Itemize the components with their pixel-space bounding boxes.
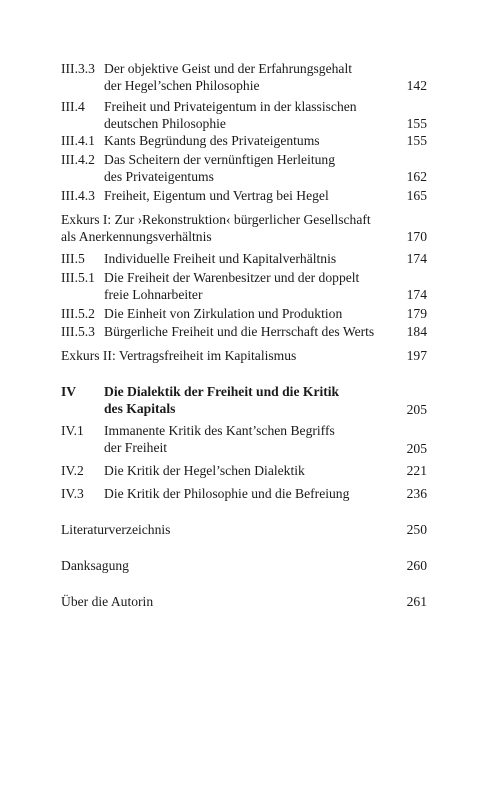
section-title: Bürgerliche Freiheit und die Herrschaft des Werts	[104, 324, 375, 339]
section-title: Die Kritik der Hegel’schen Dialektik	[104, 463, 305, 478]
section-title: Kants Begründung des Privateigentums	[104, 133, 320, 148]
section-number: III.5	[61, 251, 85, 266]
page-number: 162	[406, 169, 427, 184]
page-number: 165	[406, 188, 427, 203]
page-number: 170	[406, 229, 427, 244]
page-number: 250	[406, 522, 427, 537]
section-title: Die Kritik der Philosophie und die Befreiung	[104, 486, 350, 501]
section-number: IV.2	[61, 463, 84, 478]
section-number: III.5.1	[61, 270, 95, 285]
section-number: III.4.3	[61, 188, 95, 203]
section-title: Über die Autorin	[61, 594, 154, 609]
page-number: 184	[406, 324, 427, 339]
section-title: Danksagung	[61, 558, 129, 573]
section-title: Der objektive Geist und der Erfahrungsgehalt der Hegel’schen Philosophie	[104, 61, 353, 93]
page-number: 155	[406, 116, 427, 131]
section-title: Die Freiheit der Warenbesitzer und der doppelt freie Lohnarbeiter	[104, 270, 360, 302]
page-number: 236	[406, 486, 427, 501]
section-number: III.5.2	[61, 306, 95, 321]
page-number: 179	[406, 306, 427, 321]
section-number: III.4	[61, 99, 85, 114]
section-title: Exkurs I: Zur ›Rekonstruktion‹ bürgerlicher Gesellschaft als Anerkennungsverhältnis	[61, 212, 371, 244]
section-title: Literaturverzeichnis	[61, 522, 171, 537]
page-number: 221	[406, 463, 427, 478]
section-number: III.3.3	[61, 61, 95, 76]
section-title: Freiheit, Eigentum und Vertrag bei Hegel	[104, 188, 329, 203]
section-title: Exkurs II: Vertragsfreiheit im Kapitalismus	[61, 348, 297, 363]
section-title: Das Scheitern der vernünftigen Herleitung des Privateigentums	[104, 152, 336, 184]
section-title: Individuelle Freiheit und Kapitalverhältnis	[104, 251, 337, 266]
section-number: IV.3	[61, 486, 84, 501]
page-number: 142	[406, 78, 427, 93]
page-number: 261	[406, 594, 427, 609]
section-title: Freiheit und Privateigentum in der klassischen deutschen Philosophie	[104, 99, 357, 131]
page-number: 260	[406, 558, 427, 573]
page-number: 197	[406, 348, 427, 363]
section-title: Immanente Kritik des Kant’schen Begriffs der Freiheit	[104, 423, 335, 455]
section-number: III.4.1	[61, 133, 95, 148]
section-number: IV.1	[61, 423, 84, 438]
page-number: 174	[406, 287, 427, 302]
section-title: Die Einheit von Zirkulation und Produktion	[104, 306, 343, 321]
page-number: 205	[406, 402, 427, 417]
section-number: IV	[61, 384, 77, 399]
section-number: III.5.3	[61, 324, 95, 339]
section-title: Die Dialektik der Freiheit und die Kritik des Kapitals	[104, 384, 340, 416]
page-number: 155	[406, 133, 427, 148]
page-number: 174	[406, 251, 427, 266]
section-number: III.4.2	[61, 152, 95, 167]
page-number: 205	[406, 441, 427, 456]
